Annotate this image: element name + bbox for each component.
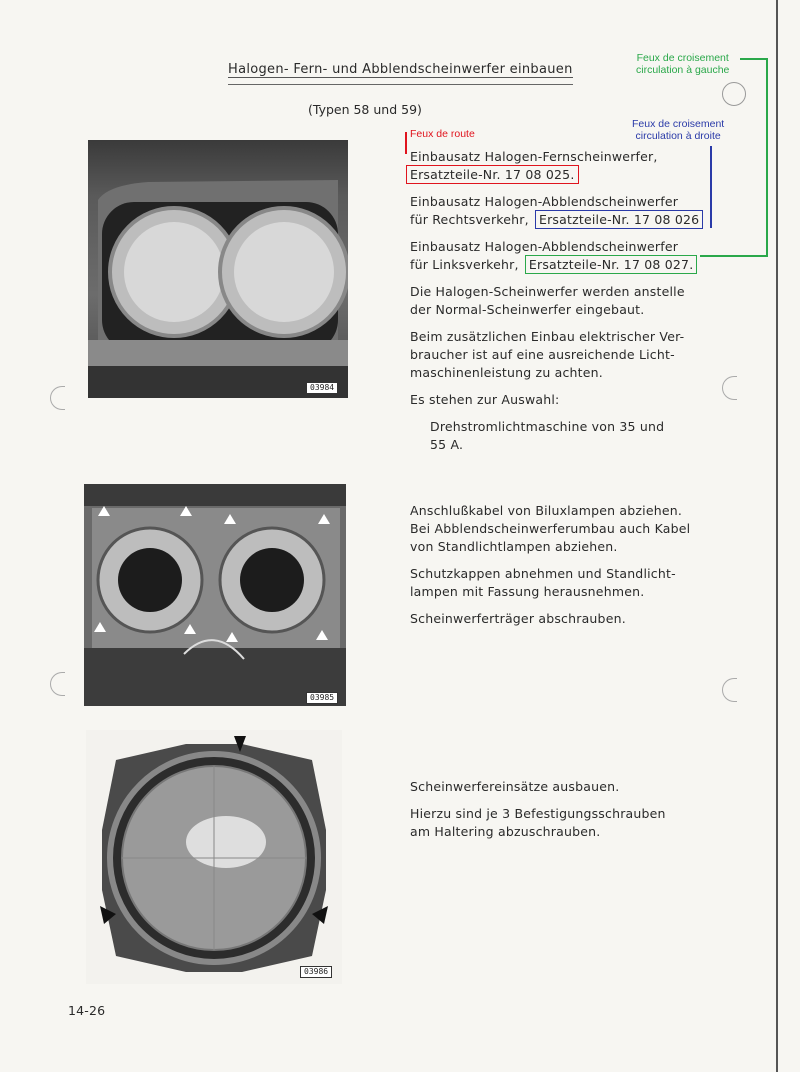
kit-right-traffic-line: Einbausatz Halogen-Abblendscheinwerfer — [410, 194, 679, 209]
annotation-croisement-droite: Feux de croisement circulation à droite — [632, 118, 725, 142]
para-disconnect-cables: Anschlußkabel von Biluxlampen abziehen. Bei Abblendscheinwerferumbau auch Kabel von Standlichtlampen abziehen. — [410, 503, 691, 554]
section-kits — [410, 148, 710, 454]
para-selection: Es stehen zur Auswahl: — [410, 392, 560, 407]
para-alternator-options: Drehstromlichtmaschine von 35 und 55 A. — [430, 419, 665, 452]
binder-hole-mark — [50, 672, 65, 696]
carrier-illustration — [84, 484, 346, 706]
binder-hole-mark — [50, 386, 65, 410]
binder-hole-mark — [722, 376, 737, 400]
annotation-croisement-gauche: Feux de croisement circulation à gauche — [636, 52, 730, 76]
para-halogen-replace: Die Halogen-Scheinwerfer werden anstelle der Normal-Scheinwerfer eingebaut. — [410, 284, 685, 317]
part-number-left-traffic: Ersatzteile-Nr. 17 08 027. — [525, 255, 698, 274]
figure-number: 03984 — [306, 382, 338, 394]
section-remove-inserts — [410, 778, 710, 841]
kit-high-beam-part-row — [410, 166, 710, 184]
kit-high-beam-line: Einbausatz Halogen-Fernscheinwerfer, — [410, 149, 658, 164]
figure-headlights-photo — [88, 140, 348, 398]
annotation-feux-de-route: Feux de route — [410, 128, 475, 140]
binder-hole-mark — [722, 678, 737, 702]
para-remove-caps: Schutzkappen abnehmen und Standlicht- lampen mit Fassung herausnehmen. — [410, 566, 676, 599]
figure-headlamp-insert-photo — [86, 730, 342, 984]
para-unscrew-carrier: Scheinwerferträger abschrauben. — [410, 611, 626, 626]
para-remove-inserts: Scheinwerfereinsätze ausbauen. — [410, 779, 620, 794]
title-underline — [228, 84, 573, 85]
page-number: 14-26 — [68, 1003, 106, 1018]
binder-ring-mark — [722, 82, 746, 106]
annotation-green-line-top — [740, 58, 767, 60]
page-title: Halogen- Fern- und Abblendscheinwerfer einbauen — [228, 62, 573, 77]
annotation-green-line-bottom — [700, 255, 768, 257]
para-screws: Hierzu sind je 3 Befestigungsschrauben am Haltering abzuschrauben. — [410, 806, 666, 839]
figure-headlight-carrier-photo — [84, 484, 346, 706]
section-disconnect — [410, 502, 710, 628]
page-edge-line — [776, 0, 778, 1072]
headlights-illustration — [88, 140, 348, 398]
annotation-red-line — [405, 132, 407, 154]
para-alternator-note: Beim zusätzlichen Einbau elektrischer Ver- braucher ist auf eine ausreichende Licht- maschinenleistung zu achten. — [410, 329, 685, 380]
kit-left-traffic-part-row: für Linksverkehr, Ersatzteile-Nr. 17 08 027. — [410, 256, 710, 274]
figure-number: 03986 — [300, 966, 332, 978]
kit-left-traffic-line: Einbausatz Halogen-Abblendscheinwerfer — [410, 239, 679, 254]
page-subtitle: (Typen 58 und 59) — [308, 102, 422, 117]
figure-number: 03985 — [306, 692, 338, 704]
annotation-green-line-right — [766, 58, 768, 256]
annotation-blue-line — [710, 146, 712, 228]
headlamp-insert-illustration — [86, 730, 342, 984]
kit-right-traffic-part-row: für Rechtsverkehr, Ersatzteile-Nr. 17 08 026 — [410, 211, 710, 229]
part-number-right-traffic: Ersatzteile-Nr. 17 08 026 — [535, 210, 703, 229]
part-number-high-beam: Ersatzteile-Nr. 17 08 025. — [406, 165, 579, 184]
